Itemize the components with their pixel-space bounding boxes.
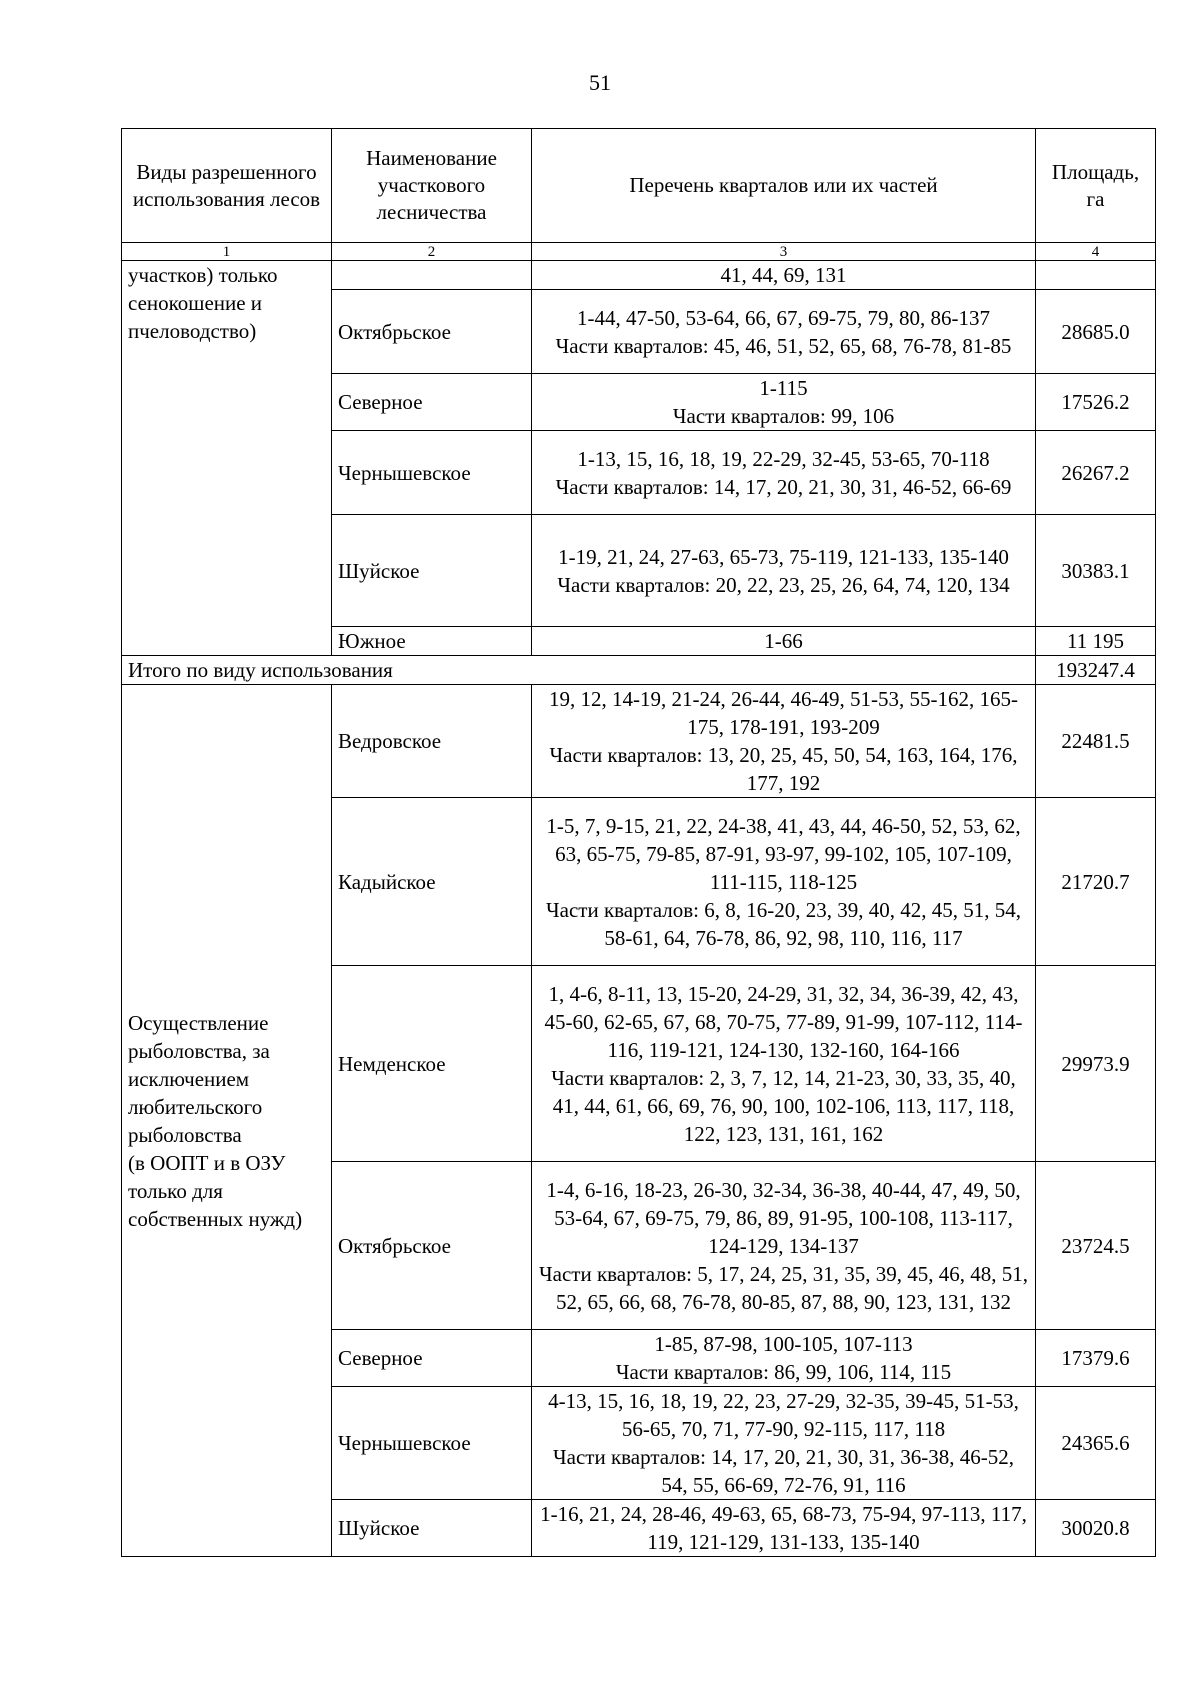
column-number: 1 [122, 243, 332, 261]
quarters-list: 1-4, 6-16, 18-23, 26-30, 32-34, 36-38, 40-44, 47, 49, 50, 53-64, 67, 69-75, 79, 86, 89, 91-95, 100-108, 113-117, 124-129, 134-137 Части кварталов: 5, 17, 24, 25, 31, 35, 39, 45, 46, 48, 51, 52, 65, 66, 68, 76-78, 80-85, 87, 88, 90, 123, 131, 132 [532, 1162, 1036, 1330]
forestry-name: Кадыйское [332, 798, 532, 966]
header-quarters-list: Перечень кварталов или их частей [532, 129, 1036, 243]
total-value: 193247.4 [1036, 656, 1156, 685]
area-value: 22481.5 [1036, 685, 1156, 798]
usage-type-cell: Осуществление рыболовства, за исключением любительского рыболовства (в ООПТ и в ОЗУ только для собственных нужд) [122, 685, 332, 1557]
forestry-name: Октябрьское [332, 290, 532, 374]
quarters-list: 1-44, 47-50, 53-64, 66, 67, 69-75, 79, 80, 86-137 Части кварталов: 45, 46, 51, 52, 65, 68, 76-78, 81-85 [532, 290, 1036, 374]
quarters-list: 41, 44, 69, 131 [532, 261, 1036, 290]
total-row [122, 656, 1156, 685]
column-number: 4 [1036, 243, 1156, 261]
quarters-list: 4-13, 15, 16, 18, 19, 22, 23, 27-29, 32-35, 39-45, 51-53, 56-65, 70, 71, 77-90, 92-115, 117, 118 Части кварталов: 14, 17, 20, 21, 30, 31, 36-38, 46-52, 54, 55, 66-69, 72-76, 91, 116 [532, 1387, 1036, 1500]
quarters-list: 19, 12, 14-19, 21-24, 26-44, 46-49, 51-53, 55-162, 165-175, 178-191, 193-209 Части кварталов: 13, 20, 25, 45, 50, 54, 163, 164, 176, 177, 192 [532, 685, 1036, 798]
area-value: 11 195 [1036, 627, 1156, 656]
forestry-name: Шуйское [332, 515, 532, 627]
forestry-name: Шуйское [332, 1500, 532, 1557]
table-row [122, 685, 1156, 798]
forestry-name: Северное [332, 1330, 532, 1387]
forestry-name: Ведровское [332, 685, 532, 798]
column-number-row [122, 243, 1156, 261]
forest-quarters-table [121, 128, 1156, 1557]
quarters-list: 1-115 Части кварталов: 99, 106 [532, 374, 1036, 431]
forestry-name: Немденское [332, 966, 532, 1162]
quarters-list: 1-85, 87-98, 100-105, 107-113 Части кварталов: 86, 99, 106, 114, 115 [532, 1330, 1036, 1387]
header-forestry-name: Наименование участкового лесничества [332, 129, 532, 243]
header-usage-type: Виды разрешенного использования лесов [122, 129, 332, 243]
area-value: 17526.2 [1036, 374, 1156, 431]
area-value: 24365.6 [1036, 1387, 1156, 1500]
header-area: Площадь, га [1036, 129, 1156, 243]
quarters-list: 1-16, 21, 24, 28-46, 49-63, 65, 68-73, 75-94, 97-113, 117, 119, 121-129, 131-133, 135-140 [532, 1500, 1036, 1557]
area-value: 26267.2 [1036, 431, 1156, 515]
area-value: 30020.8 [1036, 1500, 1156, 1557]
table-row [122, 261, 1156, 290]
quarters-list: 1-13, 15, 16, 18, 19, 22-29, 32-45, 53-65, 70-118 Части кварталов: 14, 17, 20, 21, 30, 31, 46-52, 66-69 [532, 431, 1036, 515]
table-header-row [122, 129, 1156, 243]
area-value: 17379.6 [1036, 1330, 1156, 1387]
area-value: 21720.7 [1036, 798, 1156, 966]
total-label: Итого по виду использования [122, 656, 1036, 685]
area-value [1036, 261, 1156, 290]
area-value: 29973.9 [1036, 966, 1156, 1162]
quarters-list: 1-5, 7, 9-15, 21, 22, 24-38, 41, 43, 44, 46-50, 52, 53, 62, 63, 65-75, 79-85, 87-91, 93-97, 99-102, 105, 107-109, 111-115, 118-125 Части кварталов: 6, 8, 16-20, 23, 39, 40, 42, 45, 51, 54, 58-61, 64, 76-78, 86, 92, 98, 110, 116, 117 [532, 798, 1036, 966]
quarters-list: 1-19, 21, 24, 27-63, 65-73, 75-119, 121-133, 135-140 Части кварталов: 20, 22, 23, 25, 26, 64, 74, 120, 134 [532, 515, 1036, 627]
area-value: 28685.0 [1036, 290, 1156, 374]
column-number: 2 [332, 243, 532, 261]
forestry-name: Северное [332, 374, 532, 431]
forestry-name [332, 261, 532, 290]
forestry-name: Южное [332, 627, 532, 656]
quarters-list: 1-66 [532, 627, 1036, 656]
forestry-name: Чернышевское [332, 431, 532, 515]
usage-type-cell: участков) только сенокошение и пчеловодство) [122, 261, 332, 656]
forestry-name: Октябрьское [332, 1162, 532, 1330]
column-number: 3 [532, 243, 1036, 261]
forestry-name: Чернышевское [332, 1387, 532, 1500]
area-value: 23724.5 [1036, 1162, 1156, 1330]
page-number: 51 [589, 70, 611, 95]
quarters-list: 1, 4-6, 8-11, 13, 15-20, 24-29, 31, 32, 34, 36-39, 42, 43, 45-60, 62-65, 67, 68, 70-75, 77-89, 91-99, 107-112, 114-116, 119-121, 124-130, 132-160, 164-166 Части кварталов: 2, 3, 7, 12, 14, 21-23, 30, 33, 35, 40, 41, 44, 61, 66, 69, 76, 90, 100, 102-106, 113, 117, 118, 122, 123, 131, 161, 162 [532, 966, 1036, 1162]
area-value: 30383.1 [1036, 515, 1156, 627]
